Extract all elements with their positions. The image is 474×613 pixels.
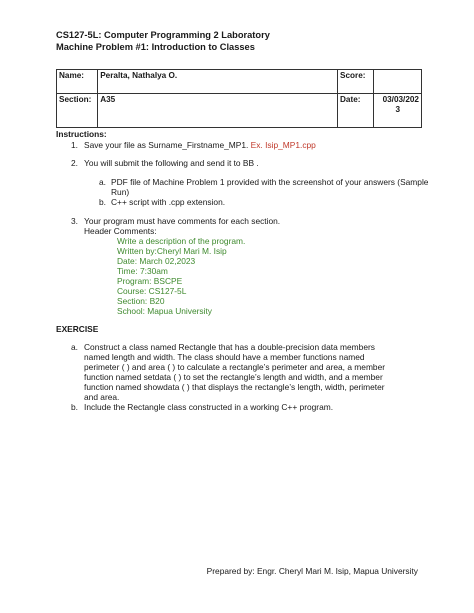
name-value: Peralta, Nathalya O. bbox=[98, 70, 338, 94]
item-3-text: Your program must have comments for each section. bbox=[84, 216, 281, 226]
item-1-example: Ex. Isip_MP1.cpp bbox=[250, 140, 316, 150]
item-2a-line-2: Run) bbox=[111, 187, 130, 197]
section-value: A35 bbox=[98, 94, 338, 128]
exercise-a-line: Construct a class named Rectangle that has a double-precision data members bbox=[84, 342, 375, 352]
section-label: Section: bbox=[57, 94, 98, 128]
prepared-by-footer: Prepared by: Engr. Cheryl Mari M. Isip, Mapua University bbox=[206, 566, 418, 576]
score-value bbox=[374, 70, 422, 94]
exercise-a-line: named length and width. The class should have a member functions named bbox=[84, 352, 365, 362]
item-2-number: 2. bbox=[71, 158, 78, 168]
exercise-a-label: a. bbox=[71, 342, 78, 352]
item-1-text: Save your file as Surname_Firstname_MP1. bbox=[84, 140, 249, 150]
exercise-heading: EXERCISE bbox=[56, 324, 99, 334]
exercise-b-text: Include the Rectangle class constructed in a working C++ program. bbox=[84, 402, 334, 412]
comment-line: Date: March 02,2023 bbox=[117, 256, 196, 266]
comment-line: Time: 7:30am bbox=[117, 266, 168, 276]
date-label: Date: bbox=[338, 94, 374, 128]
exercise-a-line: perimeter ( ) and area ( ) to calculate a rectangle’s perimeter and area, a member bbox=[84, 362, 386, 372]
exercise-a-line: function named setdata ( ) to set the rectangle’s length and width, and a member bbox=[84, 372, 383, 382]
title-line-1: CS127-5L: Computer Programming 2 Laboratory bbox=[56, 30, 270, 40]
header-comments-label: Header Comments: bbox=[84, 226, 157, 236]
comment-line: Write a description of the program. bbox=[117, 236, 246, 246]
document-title bbox=[56, 29, 270, 53]
score-label: Score: bbox=[338, 70, 374, 94]
student-info-table bbox=[56, 69, 422, 128]
item-1 bbox=[84, 140, 316, 150]
comment-line: Written by:Cheryl Mari M. Isip bbox=[117, 246, 227, 256]
exercise-b-label: b. bbox=[71, 402, 78, 412]
item-1-number: 1. bbox=[71, 140, 78, 150]
title-line-2: Machine Problem #1: Introduction to Classes bbox=[56, 42, 255, 52]
item-2b-text: C++ script with .cpp extension. bbox=[111, 197, 226, 207]
item-2b-label: b. bbox=[99, 197, 106, 207]
date-value-line-1: 03/03/202 bbox=[382, 95, 419, 104]
exercise-a-line: function named showdata ( ) that displays the rectangle’s length, width, perimeter bbox=[84, 382, 385, 392]
comment-line: Program: BSCPE bbox=[117, 276, 183, 286]
date-value-line-2: 3 bbox=[395, 105, 400, 114]
exercise-a-line: and area. bbox=[84, 392, 120, 402]
item-2-text: You will submit the following and send it to BB . bbox=[84, 158, 259, 168]
comment-line: Section: B20 bbox=[117, 296, 165, 306]
comment-line: School: Mapua University bbox=[117, 306, 212, 316]
item-2a-line-1: PDF file of Machine Problem 1 provided with the screenshot of your answers (Sample bbox=[111, 177, 429, 187]
instructions-heading: Instructions: bbox=[56, 129, 107, 139]
comment-line: Course: CS127-5L bbox=[117, 286, 187, 296]
item-3-number: 3. bbox=[71, 216, 78, 226]
date-value bbox=[374, 94, 422, 128]
item-2a-label: a. bbox=[99, 177, 106, 187]
name-label: Name: bbox=[57, 70, 98, 94]
